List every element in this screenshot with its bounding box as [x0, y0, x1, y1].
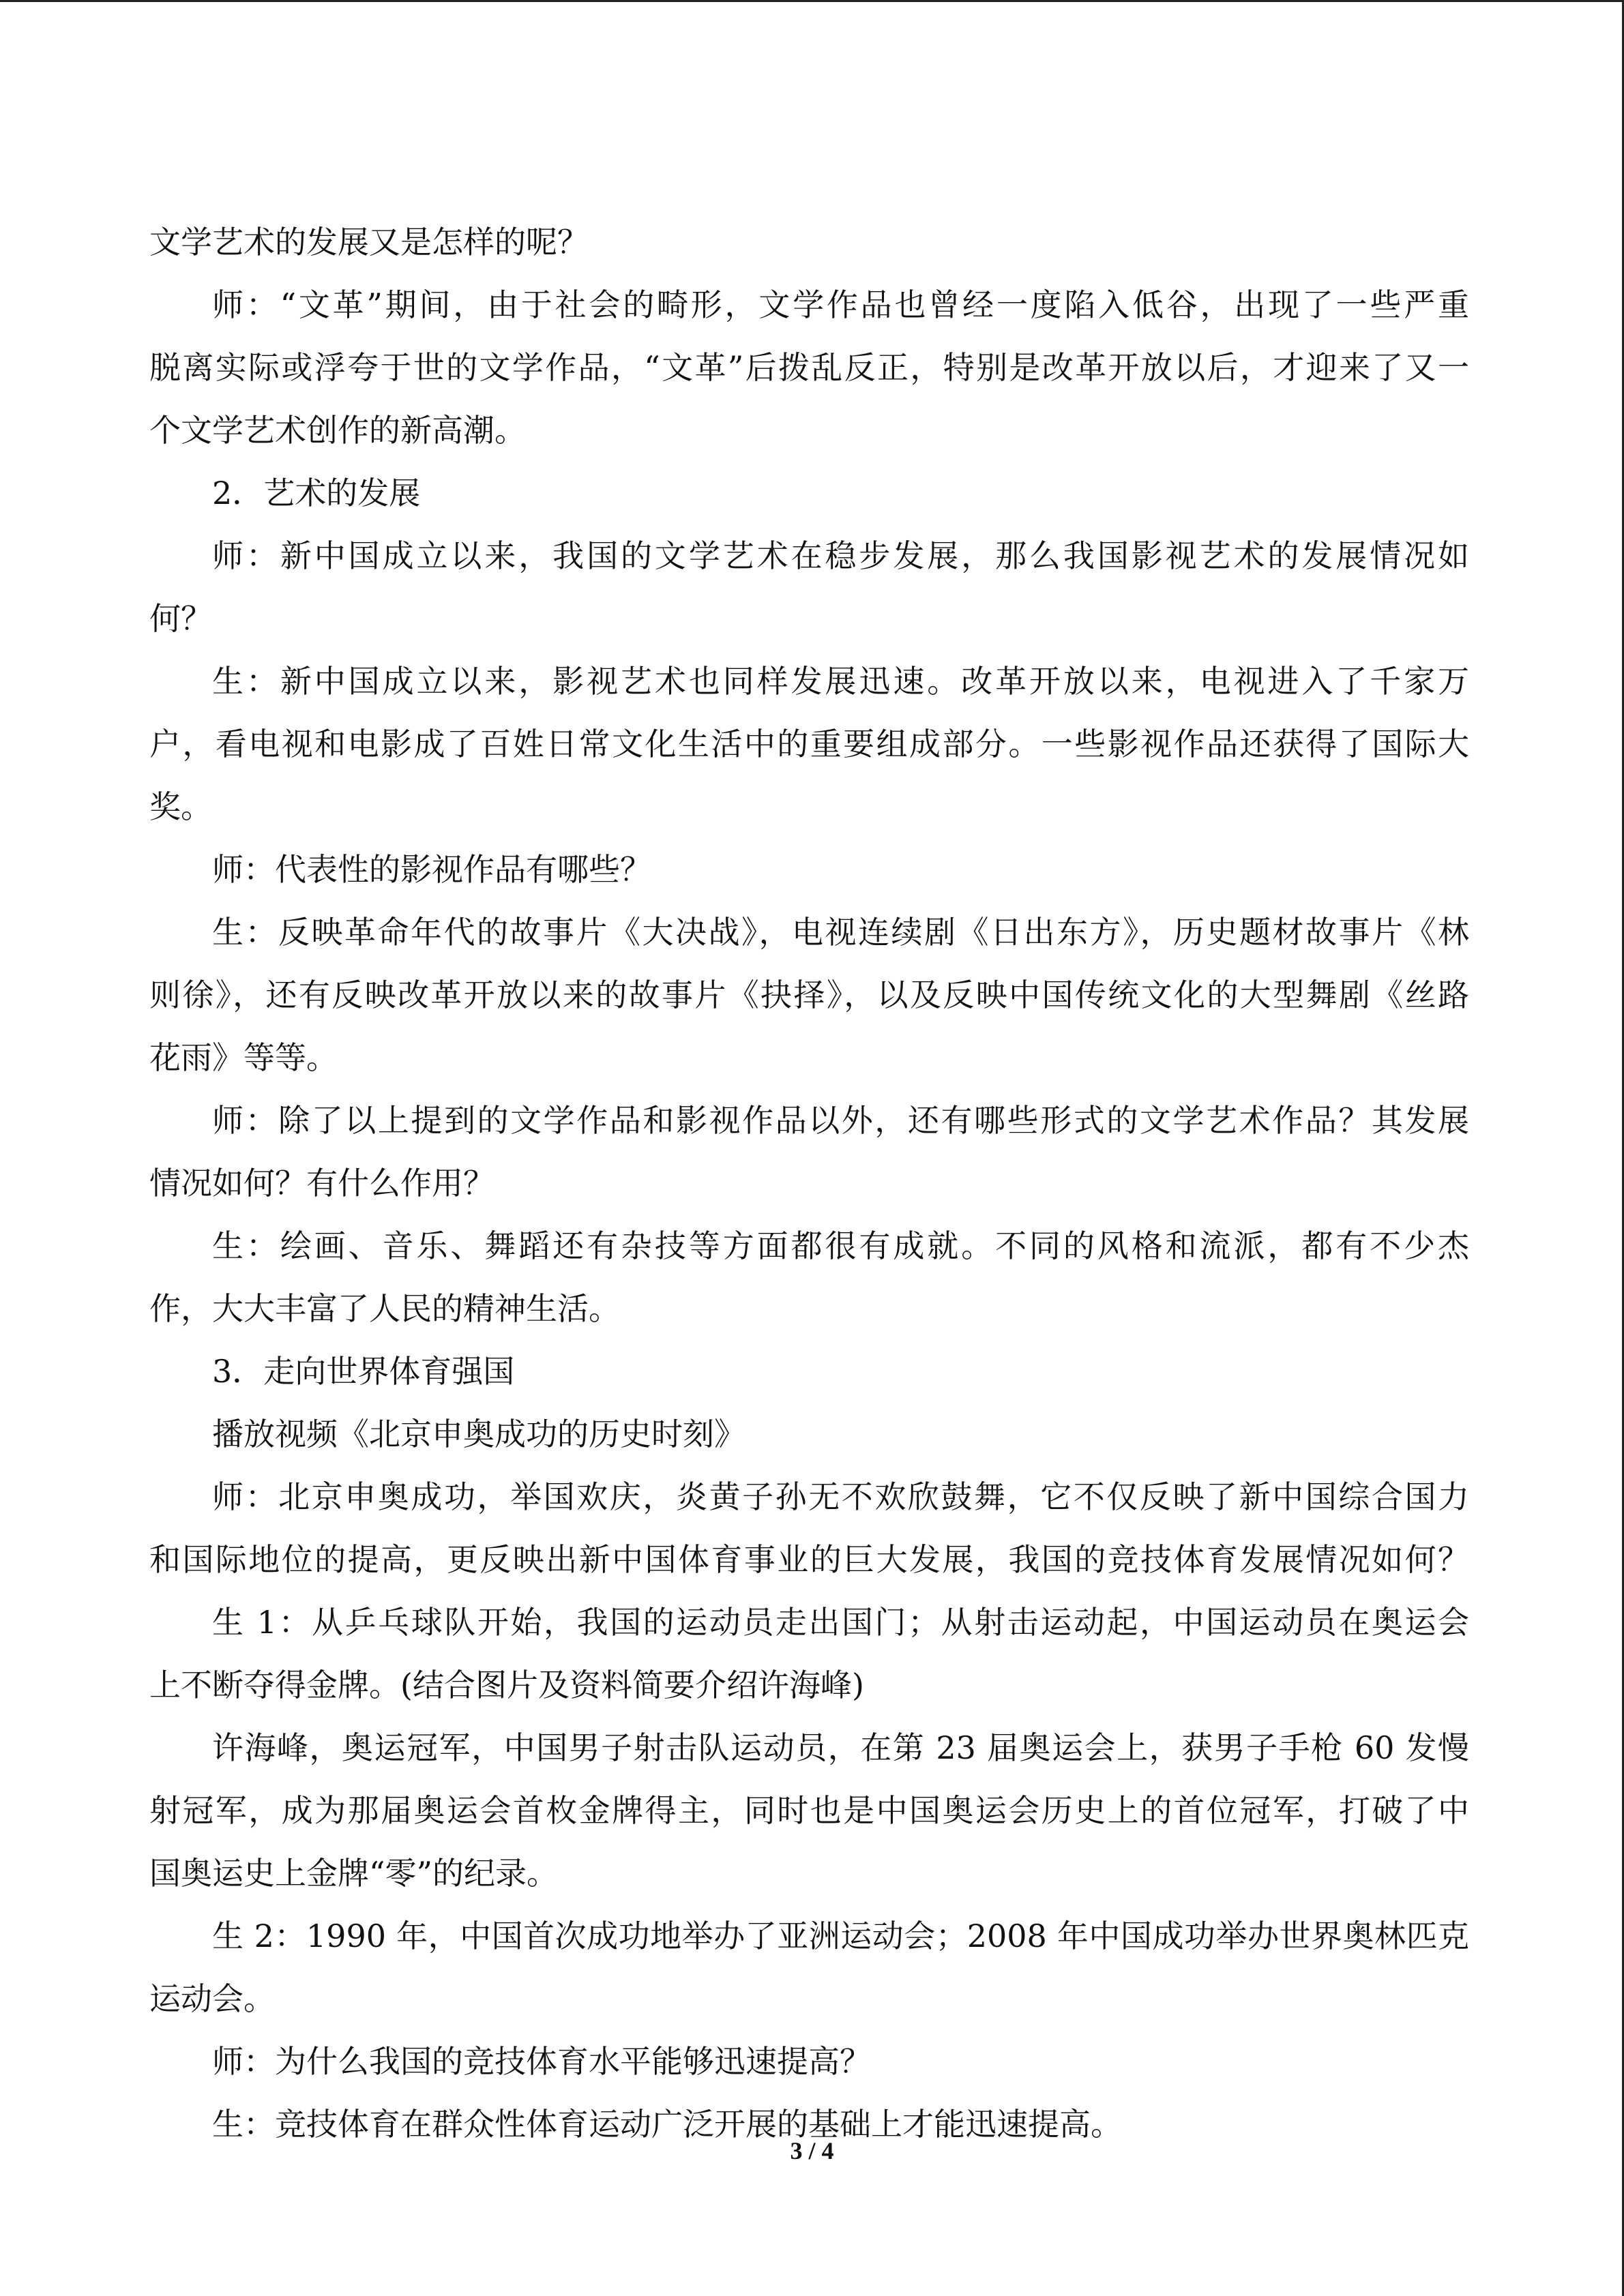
text-line: 射冠军，成为那届奥运会首枚金牌得主，同时也是中国奥运会历史上的首位冠军，打破了中 [149, 1792, 1469, 1829]
page-number: 3 / 4 [790, 2137, 834, 2164]
text-line: 生 1：从乒乓球队开始，我国的运动员走出国门；从射击运动起，中国运动员在奥运会 [212, 1604, 1469, 1641]
text-line: 师：新中国成立以来，我国的文学艺术在稳步发展，那么我国影视艺术的发展情况如 [212, 537, 1469, 574]
text-line: 脱离实际或浮夸于世的文学作品，“文革”后拨乱反正，特别是改革开放以后，才迎来了又一 [149, 349, 1469, 386]
text-line: 师：“文革”期间，由于社会的畸形，文学作品也曾经一度陷入低谷，出现了一些严重 [212, 286, 1469, 323]
text-line: 花雨》等等。 [149, 1039, 338, 1076]
section-heading: 3．走向世界体育强国 [212, 1353, 515, 1390]
text-line: 生：绘画、音乐、舞蹈还有杂技等方面都很有成就。不同的风格和流派，都有不少杰 [212, 1227, 1469, 1264]
text-line: 许海峰，奥运冠军，中国男子射击队运动员，在第 23 届奥运会上，获男子手枪 60 发慢 [212, 1729, 1469, 1766]
text-line: 国奥运史上金牌“零”的纪录。 [149, 1855, 559, 1892]
text-line: 师：除了以上提到的文学作品和影视作品以外，还有哪些形式的文学艺术作品？其发展 [212, 1102, 1469, 1139]
text-line: 生：竞技体育在群众性体育运动广泛开展的基础上才能迅速提高。 [212, 2106, 1122, 2143]
text-line: 运动会。 [149, 1980, 275, 2017]
text-line: 文学艺术的发展又是怎样的呢？ [149, 224, 589, 260]
text-line: 情况如何？有什么作用？ [149, 1165, 494, 1202]
section-heading: 2．艺术的发展 [212, 475, 421, 511]
text-line: 师：代表性的影视作品有哪些？ [212, 851, 651, 888]
text-line: 个文学艺术创作的新高潮。 [149, 412, 526, 449]
text-line: 则徐》，还有反映改革开放以来的故事片《抉择》，以及反映中国传统文化的大型舞剧《丝路 [149, 976, 1469, 1013]
text-line: 播放视频《北京申奥成功的历史时刻》 [212, 1416, 745, 1452]
body-text [149, 211, 1469, 2156]
text-line: 师：北京申奥成功，举国欢庆，炎黄子孙无不欢欣鼓舞，它不仅反映了新中国综合国力 [212, 1478, 1469, 1515]
text-line: 上不断夺得金牌。(结合图片及资料简要介绍许海峰) [149, 1667, 864, 1703]
text-line: 和国际地位的提高，更反映出新中国体育事业的巨大发展，我国的竞技体育发展情况如何？ [149, 1541, 1469, 1578]
text-line: 何？ [149, 600, 212, 637]
text-line: 作，大大丰富了人民的精神生活。 [149, 1290, 620, 1327]
text-line: 生 2：1990 年，中国首次成功地举办了亚洲运动会；2008 年中国成功举办世界奥林匹克 [212, 1918, 1470, 1954]
text-line: 生：反映革命年代的故事片《大决战》，电视连续剧《日出东方》，历史题材故事片《林 [212, 914, 1469, 951]
text-line: 户，看电视和电影成了百姓日常文化生活中的重要组成部分。一些影视作品还获得了国际大 [149, 726, 1469, 762]
text-line: 师：为什么我国的竞技体育水平能够迅速提高？ [212, 2043, 871, 2080]
text-line: 生：新中国成立以来，影视艺术也同样发展迅速。改革开放以来，电视进入了千家万 [212, 663, 1469, 700]
text-line: 奖。 [149, 788, 212, 825]
